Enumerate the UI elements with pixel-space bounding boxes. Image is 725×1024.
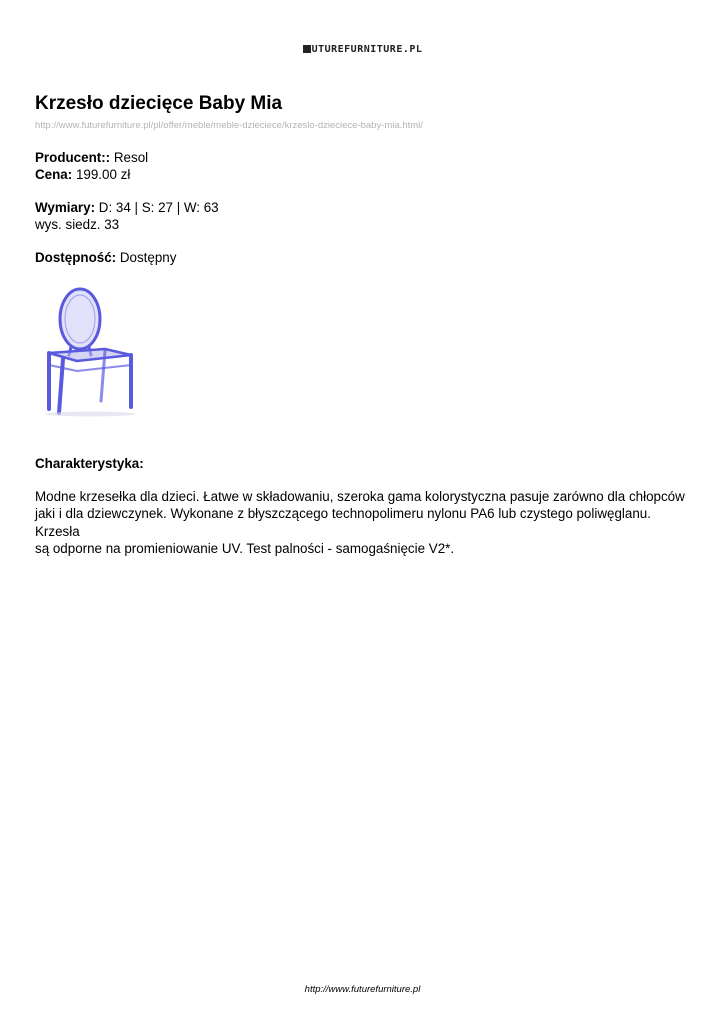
product-url[interactable]: http://www.futurefurniture.pl/pl/offer/meble/meble-dzieciece/krzeslo-dzieciece-baby-mia.html/	[35, 120, 423, 131]
site-logo	[0, 44, 725, 55]
description-line: jaki i dla dziewczynek. Wykonane z błyszczącego technopolimeru nylonu PA6 lub czystego poliwęglanu. Krzesła	[35, 506, 651, 539]
seat-height-value: wys. siedz. 33	[35, 217, 120, 232]
availability-value: Dostępny	[119, 250, 177, 265]
price-row	[35, 166, 130, 183]
logo-text: UTUREFURNITURE.PL	[311, 44, 423, 55]
footer-url[interactable]: http://www.futurefurniture.pl	[304, 984, 421, 995]
dimensions-label: Wymiary:	[35, 200, 96, 215]
logo-mark-icon	[303, 45, 311, 53]
dimensions-row	[35, 199, 219, 216]
description-line: są odporne na promieniowanie UV. Test palności - samogaśnięcie V2*.	[35, 541, 455, 557]
producer-label: Producent::	[35, 150, 111, 165]
chair-icon	[35, 285, 145, 420]
availability-row	[35, 249, 176, 266]
dimensions-value: D: 34 | S: 27 | W: 63	[98, 200, 219, 215]
availability-label: Dostępność:	[35, 250, 117, 265]
producer-row	[35, 149, 148, 166]
price-value: 199.00 zł	[75, 167, 131, 182]
description-line: Modne krzesełka dla dzieci. Łatwe w składowaniu, szeroka gama kolorystyczna pasuje zarówno dla chłopców	[35, 489, 685, 504]
product-title: Krzesło dziecięce Baby Mia	[35, 93, 283, 114]
product-description	[35, 488, 695, 558]
seat-height-row	[35, 216, 119, 233]
characteristics-heading: Charakterystyka:	[35, 456, 144, 471]
producer-value: Resol	[113, 150, 149, 165]
product-image	[35, 285, 145, 420]
price-label: Cena:	[35, 167, 73, 182]
